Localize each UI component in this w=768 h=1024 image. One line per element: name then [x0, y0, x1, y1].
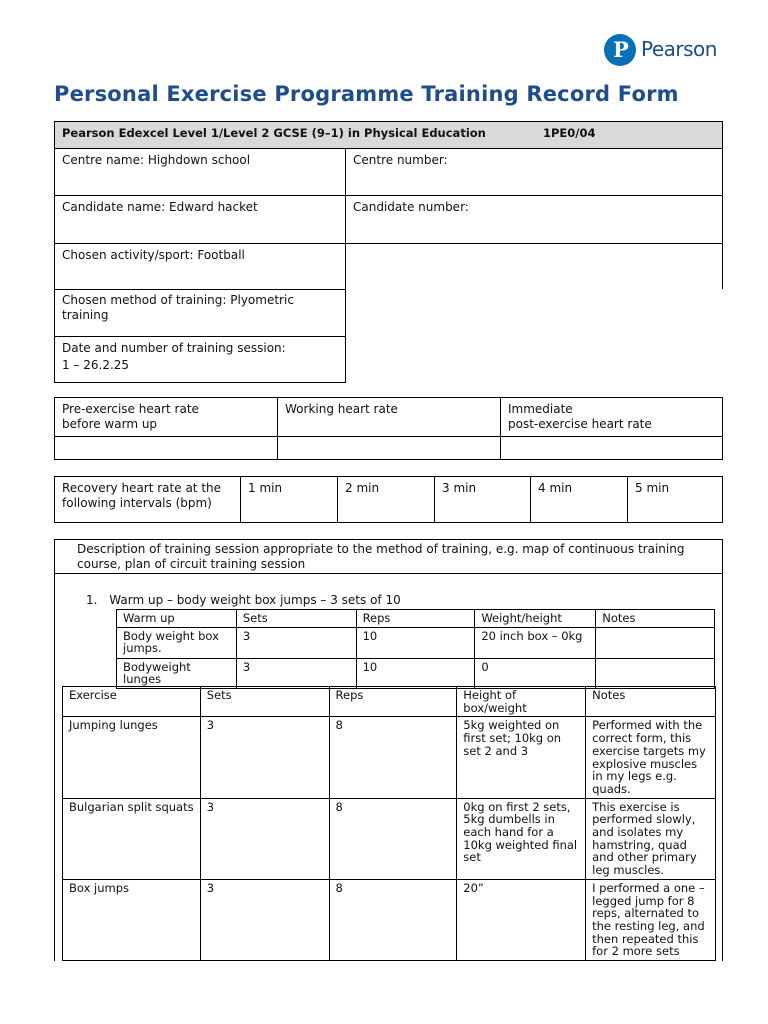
exercise-cell-height: 0kg on first 2 sets, 5kg dumbells in each hand for a 10kg weighted final set: [457, 798, 586, 879]
pearson-logo-icon: [604, 34, 636, 66]
exercise-cell-reps: 8: [329, 879, 457, 960]
table-row: [63, 798, 716, 879]
warmup-cell-weight: 0: [475, 658, 596, 688]
table-row: [117, 627, 715, 658]
warmup-cell-exercise: Body weight box jumps.: [117, 627, 237, 658]
pearson-logo: [604, 34, 717, 68]
exercise-cell-notes: Performed with the correct form, this exercise targets my explosive muscles in my legs e.g. quads.: [586, 717, 716, 798]
exercise-header-reps: Reps: [329, 687, 457, 717]
working-heart-rate-input[interactable]: [277, 436, 501, 460]
method-field[interactable]: Chosen method of training: Plyometric training: [54, 289, 346, 337]
table-row: [63, 879, 716, 960]
exercise-cell-reps: 8: [329, 717, 457, 798]
recovery-label-line1: Recovery heart rate at the: [62, 481, 222, 495]
session-description-line2: course, plan of circuit training session: [77, 557, 306, 571]
recovery-3-min[interactable]: 3 min: [434, 476, 531, 523]
exercise-header-height: Height of box/weight: [457, 687, 586, 717]
exercise-cell-sets: 3: [200, 879, 329, 960]
exercise-cell-notes: This exercise is performed slowly, and isolates my hamstring, quad and other primary leg muscles.: [586, 798, 716, 879]
exercise-cell-height: 5kg weighted on first set; 10kg on set 2 and 3: [457, 717, 586, 798]
warmup-cell-notes[interactable]: [596, 658, 715, 688]
pearson-logo-text: Pearson: [641, 37, 717, 61]
exercise-cell-name: Bulgarian split squats: [63, 798, 201, 879]
pre-exercise-heart-rate-input[interactable]: [54, 436, 278, 460]
activity-field[interactable]: Chosen activity/sport: Football: [54, 243, 346, 290]
exercise-cell-reps: 8: [329, 798, 457, 879]
recovery-2-min[interactable]: 2 min: [337, 476, 435, 523]
exercise-header-notes: Notes: [586, 687, 716, 717]
pearson-logo-letter: P: [613, 37, 629, 62]
warmup-header-warmup: Warm up: [117, 610, 237, 628]
date-label: Date and number of training session:: [62, 341, 286, 355]
warmup-header-row: [117, 610, 715, 628]
course-code: 1PE0/04: [543, 126, 596, 140]
session-description-line1: Description of training session appropriate to the method of training, e.g. map of continuous training: [77, 542, 685, 556]
exercise-cell-sets: 3: [200, 798, 329, 879]
date-value: 1 – 26.2.25: [62, 358, 130, 372]
exercise-cell-height: 20”: [457, 879, 586, 960]
candidate-number-field[interactable]: Candidate number:: [345, 195, 723, 244]
exercise-cell-name: Box jumps: [63, 879, 201, 960]
centre-number-field[interactable]: Centre number:: [345, 148, 723, 196]
session-list-text: Warm up – body weight box jumps – 3 sets of 10: [109, 593, 401, 607]
exercise-cell-name: Jumping lunges: [63, 717, 201, 798]
warmup-header-weight: Weight/height: [475, 610, 596, 628]
candidate-name-field[interactable]: Candidate name: Edward hacket: [54, 195, 346, 244]
warmup-cell-reps: 10: [356, 658, 475, 688]
warmup-header-notes: Notes: [596, 610, 715, 628]
exercise-cell-notes: I performed a one – legged jump for 8 reps, alternated to the resting leg, and then repeated this for 2 more sets: [586, 879, 716, 960]
exercise-table: [62, 686, 716, 961]
warmup-cell-sets: 3: [236, 627, 356, 658]
warmup-header-reps: Reps: [356, 610, 475, 628]
exercise-header-sets: Sets: [200, 687, 329, 717]
post-exercise-label-line1: Immediate: [508, 402, 573, 416]
warmup-cell-exercise: Bodyweight lunges: [117, 658, 237, 688]
post-exercise-heart-rate-header: [500, 397, 723, 437]
course-title: Pearson Edexcel Level 1/Level 2 GCSE (9–1) in Physical Education: [62, 126, 486, 140]
warmup-header-sets: Sets: [236, 610, 356, 628]
session-list-number: 1.: [86, 593, 98, 607]
page-title: Personal Exercise Programme Training Record Form: [54, 82, 679, 106]
course-header: [54, 121, 723, 149]
post-exercise-label-line2: post-exercise heart rate: [508, 417, 652, 431]
post-exercise-heart-rate-input[interactable]: [500, 436, 723, 460]
session-list-item: [86, 593, 401, 607]
date-field[interactable]: [54, 336, 346, 383]
recovery-4-min[interactable]: 4 min: [530, 476, 628, 523]
activity-side-top-border: [345, 243, 723, 244]
recovery-5-min[interactable]: 5 min: [627, 476, 723, 523]
recovery-1-min[interactable]: 1 min: [240, 476, 338, 523]
recovery-label-line2: following intervals (bpm): [62, 496, 212, 510]
warmup-cell-weight: 20 inch box – 0kg: [475, 627, 596, 658]
warmup-cell-sets: 3: [236, 658, 356, 688]
table-row: [117, 658, 715, 688]
warmup-cell-notes[interactable]: [596, 627, 715, 658]
activity-side-right-border: [722, 243, 723, 289]
session-description: [77, 542, 717, 572]
pre-exercise-label-line1: Pre-exercise heart rate: [62, 402, 199, 416]
warmup-table: [116, 609, 715, 689]
recovery-heart-rate-label: [54, 476, 241, 523]
table-row: [63, 717, 716, 798]
exercise-cell-sets: 3: [200, 717, 329, 798]
pre-exercise-label-line2: before warm up: [62, 417, 158, 431]
pre-exercise-heart-rate-header: [54, 397, 278, 437]
exercise-header-exercise: Exercise: [63, 687, 201, 717]
working-heart-rate-header: Working heart rate: [277, 397, 501, 437]
centre-name-field[interactable]: Centre name: Highdown school: [54, 148, 346, 196]
warmup-cell-reps: 10: [356, 627, 475, 658]
session-divider: [54, 573, 723, 574]
exercise-header-row: [63, 687, 716, 717]
